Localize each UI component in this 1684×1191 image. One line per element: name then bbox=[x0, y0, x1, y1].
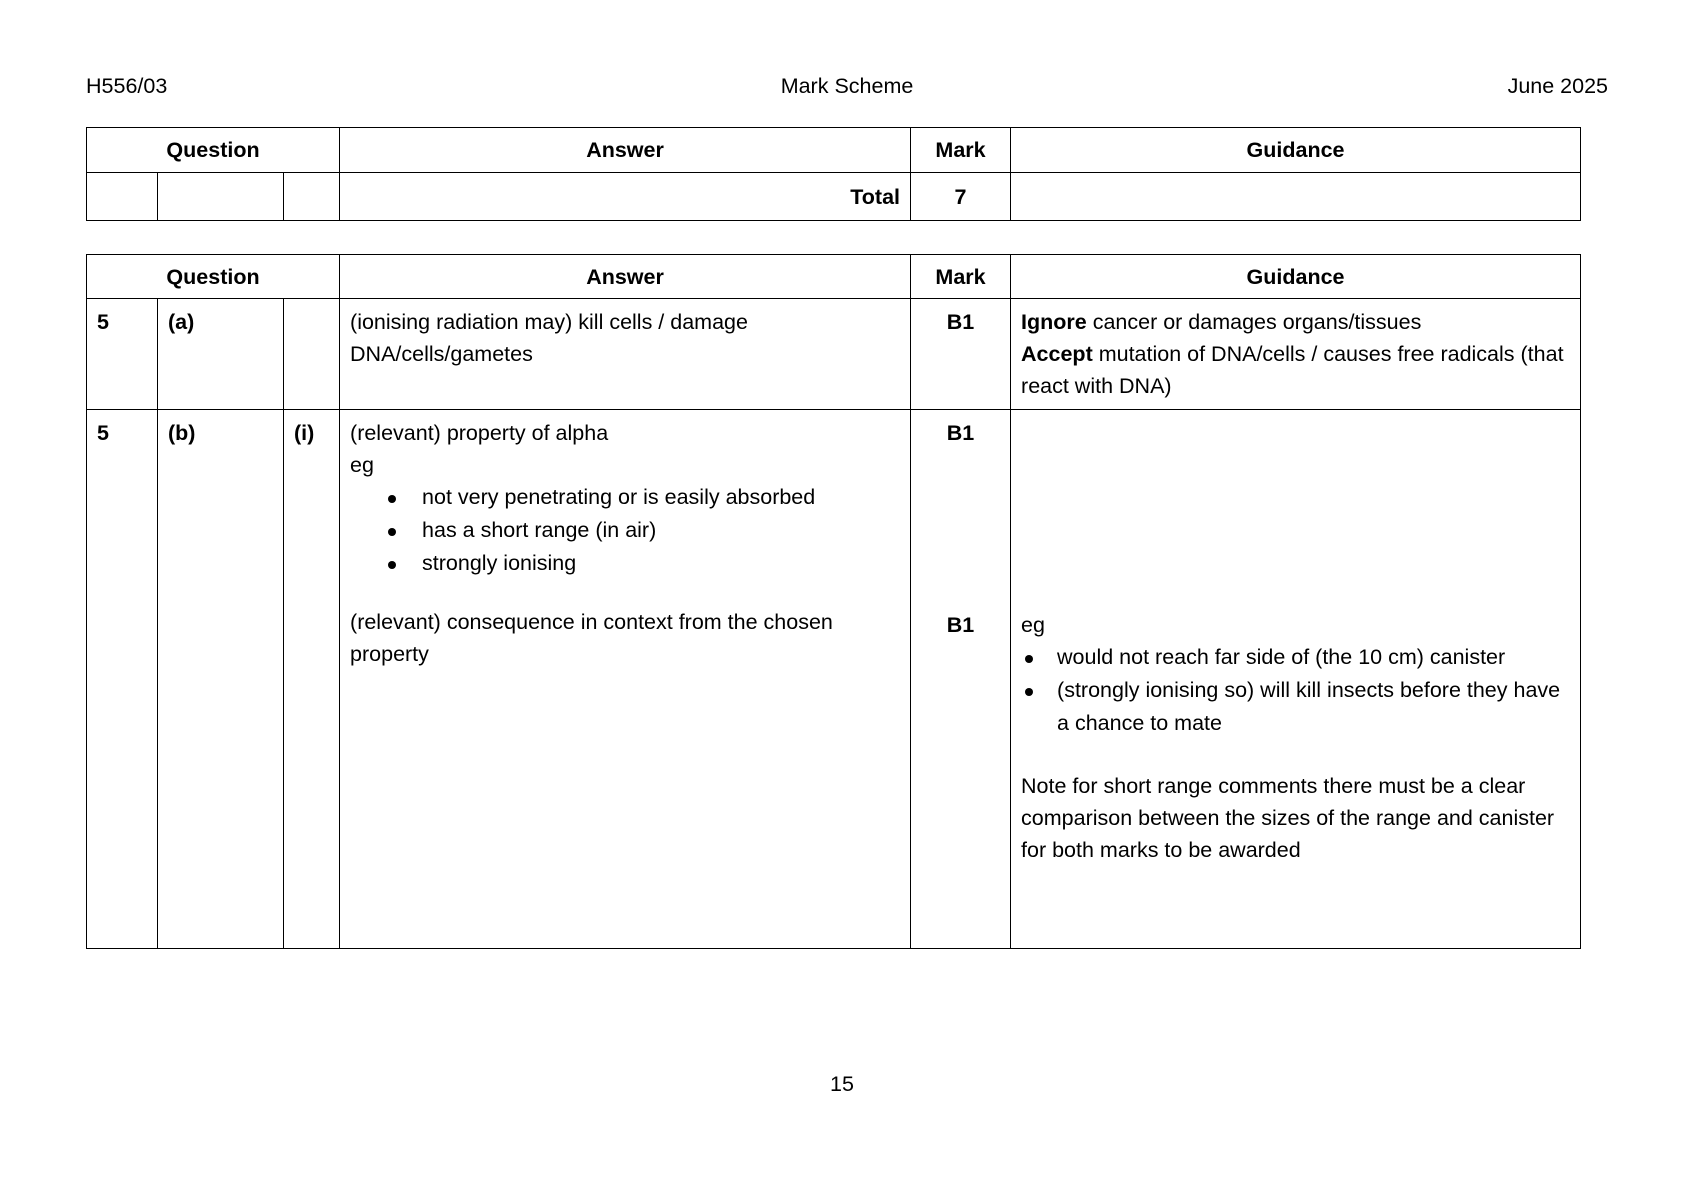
list-item: strongly ionising bbox=[422, 547, 900, 580]
total-label: Total bbox=[850, 184, 901, 209]
guidance-bullets bbox=[1021, 641, 1570, 740]
mark: B1 bbox=[946, 613, 975, 637]
col-answer: Answer bbox=[340, 255, 911, 299]
paper-code: H556/03 bbox=[86, 74, 168, 98]
col-guidance: Guidance bbox=[1011, 255, 1581, 299]
guidance-note: Note for short range comments there must be a clear comparison between the sizes of the range and canister for both marks to be awarded bbox=[1021, 774, 1555, 862]
document-title: Mark Scheme bbox=[780, 74, 914, 98]
list-item: (strongly ionising so) will kill insects before they have a chance to mate bbox=[1057, 674, 1570, 740]
answer-line: (ionising radiation may) kill cells / damage bbox=[350, 310, 748, 334]
question-part: (b) bbox=[168, 421, 196, 445]
guidance-cell bbox=[1011, 410, 1581, 949]
col-guidance: Guidance bbox=[1011, 128, 1581, 173]
question-part: (a) bbox=[168, 310, 195, 334]
document-date: June 2025 bbox=[1507, 74, 1608, 98]
question-subpart: (i) bbox=[294, 421, 315, 445]
guidance-text: mutation of DNA/cells / causes free radicals (that react with DNA) bbox=[1021, 342, 1564, 398]
mark-scheme-table bbox=[86, 254, 1581, 949]
guidance-keyword: Ignore bbox=[1021, 310, 1087, 334]
list-item: not very penetrating or is easily absorbed bbox=[422, 481, 900, 514]
list-item: would not reach far side of (the 10 cm) canister bbox=[1057, 641, 1570, 674]
question-number: 5 bbox=[97, 310, 109, 334]
col-question: Question bbox=[87, 128, 340, 173]
list-item: has a short range (in air) bbox=[422, 514, 900, 547]
answer-bullets bbox=[350, 481, 900, 580]
total-table bbox=[86, 127, 1581, 221]
total-mark: 7 bbox=[954, 184, 967, 209]
guidance-cell bbox=[1011, 299, 1581, 410]
col-mark: Mark bbox=[911, 128, 1011, 173]
mark: B1 bbox=[946, 310, 975, 334]
col-answer: Answer bbox=[340, 128, 911, 173]
guidance-text: cancer or damages organs/tissues bbox=[1086, 310, 1422, 334]
page-number: 15 bbox=[830, 1072, 854, 1096]
answer-line: (relevant) consequence in context from the chosen property bbox=[350, 610, 833, 666]
guidance-eg: eg bbox=[1021, 613, 1045, 637]
col-question: Question bbox=[87, 255, 340, 299]
question-number: 5 bbox=[97, 421, 109, 445]
mark: B1 bbox=[946, 421, 975, 445]
table-row bbox=[87, 410, 1581, 949]
answer-line: (relevant) property of alpha bbox=[350, 421, 609, 445]
answer-eg: eg bbox=[350, 453, 374, 477]
answer-cell bbox=[340, 410, 911, 949]
answer-line: DNA/cells/gametes bbox=[350, 342, 533, 366]
guidance-keyword: Accept bbox=[1021, 342, 1093, 366]
table-row bbox=[87, 299, 1581, 410]
col-mark: Mark bbox=[911, 255, 1011, 299]
answer-cell bbox=[340, 299, 911, 410]
